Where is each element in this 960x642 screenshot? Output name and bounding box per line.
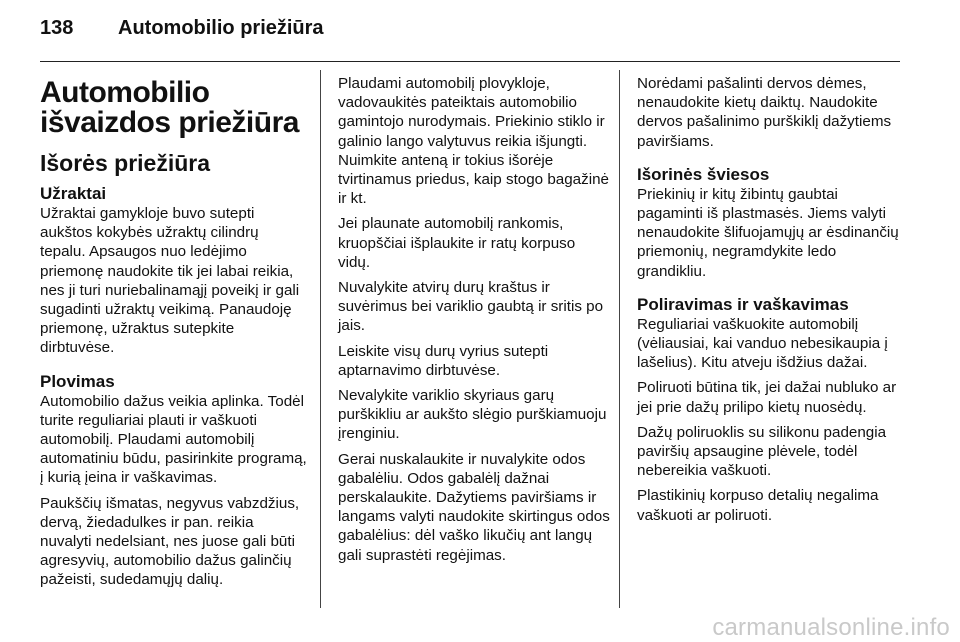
column-2 — [338, 74, 610, 571]
column-divider-1 — [320, 70, 321, 608]
column-1 — [40, 70, 308, 596]
header-divider — [40, 61, 900, 62]
header-title: Automobilio priežiūra — [118, 17, 324, 39]
subsection-heading-exterior-lights: Išorinės šviesos — [637, 164, 770, 184]
paragraph: Reguliariai vaškuokite automobilį (vėliausiai, kai vanduo nebesikaupia į lašelius). Kitu atveju išdžius dažai. — [637, 315, 888, 372]
watermark: carmanualsonline.info — [712, 614, 950, 641]
page-number: 138 — [40, 17, 74, 39]
section-title: Išorės priežiūra — [40, 150, 211, 176]
paragraph: Dažų poliruoklis su silikonu padengia paviršių apsaugine plėvele, todėl nebereikia vaškuoti. — [637, 423, 887, 480]
paragraph: Priekinių ir kitų žibintų gaubtai pagaminti iš plastmasės. Jiems valyti nenaudokite šlifuojamųjų ar ėsdinančių priemonių, negramdykite ledo grandikliu. — [637, 185, 899, 280]
paragraph: Gerai nuskalaukite ir nuvalykite odos gabalėliu. Odos gabalėlį dažnai perskalaukite. Dažytiems paviršiams ir langams valyti naudokite skirtingus odos gabalėlius: dėl vaško likučių ant langų gali suprastėti regėjimas. — [338, 450, 610, 564]
paragraph: Užraktai gamykloje buvo sutepti aukštos kokybės užraktų cilindrų tepalu. Apsaugos nuo ledėjimo priemonę naudokite tik jei labai reikia, nes ji turi nuriebalinamąjį poveikį ir gali sugadinti užraktų veikimą. Panaudoję priemonę, užraktus sutepkite dirbtuvėse. — [40, 205, 300, 357]
paragraph: Automobilio dažus veikia aplinka. Todėl turite reguliariai plauti ir vaškuoti automobilį. Plaudami automobilį automatiniu būdu, pasirinkite programą, į kurią įeina ir vaškavimas. — [40, 392, 307, 487]
paragraph: Jei plaunate automobilį rankomis, kruopščiai išplaukite ir ratų korpuso vidų. — [338, 215, 576, 271]
paragraph: Nevalykite variklio skyriaus garų purškikliu ar aukšto slėgio purškiamuoju įrenginiu. — [338, 387, 607, 443]
column-divider-2 — [619, 70, 620, 608]
paragraph: Leiskite visų durų vyrius sutepti aptarnavimo dirbtuvėse. — [338, 342, 549, 379]
paragraph: Paukščių išmatas, negyvus vabzdžius, dervą, žiedadulkes ir pan. reikia nuvalyti nedelsiant, nes juose gali būti agresyvių, automobilio dažus galinčių pažeisti, sudedamųjų dalių. — [40, 494, 300, 589]
paragraph: Plastikinių korpuso detalių negalima vaškuoti ar poliruoti. — [637, 487, 879, 524]
paragraph: Poliruoti būtina tik, jei dažai nubluko ar jei prie dažų prilipo kietų nuosėdų. — [637, 379, 897, 416]
paragraph: Nuvalykite atvirų durų kraštus ir suvėrimus bei variklio gaubtą ir sritis po jais. — [338, 279, 604, 335]
subsection-heading-washing: Plovimas — [40, 371, 115, 391]
chapter-title: Automobilio išvaizdos priežiūra — [40, 76, 299, 139]
column-3 — [637, 74, 905, 531]
subsection-heading-polishing: Poliravimas ir vaškavimas — [637, 294, 849, 314]
paragraph: Plaudami automobilį plovykloje, vadovaukitės pateiktais automobilio gamintojo nurodymais. Priekinio stiklo ir galinio lango valytuvus reikia išjungti. Nuimkite anteną ir tokius išorėje tvirtinamus priedus, kaip stogo bagažinė ir kt. — [338, 75, 609, 208]
subsection-heading-locks: Užraktai — [40, 184, 107, 203]
paragraph: Norėdami pašalinti dervos dėmes, nenaudokite kietų daiktų. Naudokite dervos pašalinimo purškiklį dažytiems paviršiams. — [637, 75, 892, 150]
